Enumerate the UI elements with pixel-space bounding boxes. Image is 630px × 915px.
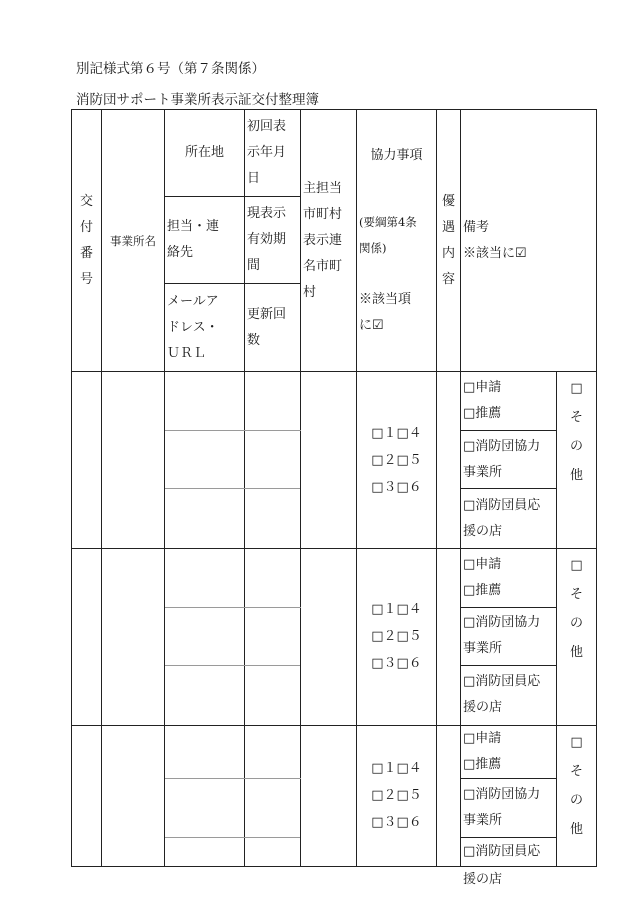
header-tantou: 担当・連絡先 <box>165 196 245 283</box>
entry-2-contact[interactable] <box>165 607 245 666</box>
header-shu-tantou: 主担当市町村表示連名市町村 <box>301 110 357 372</box>
entry-3-renewals[interactable] <box>245 837 301 866</box>
header-koufu-bangou: 交付番号 <box>72 110 102 372</box>
header-jigyousho: 事業所名 <box>102 110 165 372</box>
entry-1-number[interactable] <box>72 372 102 549</box>
entry-3-sonota[interactable]: □その他 <box>557 725 597 866</box>
entry-2-shinsei-suisen[interactable]: □申請 □推薦 <box>461 549 557 608</box>
entry-3-first-date[interactable] <box>245 725 301 778</box>
entry-1-sonota[interactable]: □その他 <box>557 372 597 549</box>
entry-1-validity[interactable] <box>245 430 301 489</box>
entry-1-kyouryoku-jigyousho[interactable]: □消防団協力事業所 <box>461 430 557 489</box>
entry-1-address[interactable] <box>165 372 245 431</box>
entry-2-number[interactable] <box>72 549 102 726</box>
entry-3-contact[interactable] <box>165 779 245 838</box>
entry-2-yuuguu[interactable] <box>437 549 461 726</box>
entry-1-contact[interactable] <box>165 430 245 489</box>
entry-2-validity[interactable] <box>245 607 301 666</box>
entry-2-municipality[interactable] <box>301 549 357 726</box>
entry-1-yuuguu[interactable] <box>437 372 461 549</box>
entry-3-yuuguu[interactable] <box>437 725 461 866</box>
entry-3-number[interactable] <box>72 725 102 866</box>
entry-2-name[interactable] <box>102 549 165 726</box>
entry-2-ouen[interactable]: □消防団員応援の店 <box>461 666 557 726</box>
entry-3-name[interactable] <box>102 725 165 866</box>
entry-3-address[interactable] <box>165 725 245 778</box>
entry-1-shinsei-suisen[interactable]: □申請 □推薦 <box>461 372 557 431</box>
entry-1-ouen[interactable]: □消防団員応援の店 <box>461 489 557 549</box>
entry-3-validity[interactable] <box>245 779 301 838</box>
form-reference: 別記様式第６号（第７条関係） <box>76 61 265 77</box>
entry-2-renewals[interactable] <box>245 666 301 726</box>
entry-1-name[interactable] <box>102 372 165 549</box>
entry-2-kyouryoku-jigyousho[interactable]: □消防団協力事業所 <box>461 607 557 666</box>
entry-1-kyouryoku[interactable]: □１□４ □２□５ □３□６ <box>357 372 437 549</box>
register-title: 消防団サポート事業所表示証交付整理簿 <box>76 92 319 108</box>
header-shokai-date: 初回表示年月日 <box>245 110 301 197</box>
header-yuuguu: 優遇内容 <box>437 110 461 372</box>
header-shozaichi: 所在地 <box>165 110 245 197</box>
entry-3-mail[interactable] <box>165 837 245 866</box>
entry-1-first-date[interactable] <box>245 372 301 431</box>
header-kyouryoku: 協力事項 (要綱第4条関係) ※該当項に☑ <box>357 110 437 372</box>
entry-2-kyouryoku[interactable]: □１□４ □２□５ □３□６ <box>357 549 437 726</box>
entry-3-kyouryoku-jigyousho[interactable]: □消防団協力事業所 <box>461 779 557 838</box>
header-koushin: 更新回数 <box>245 283 301 372</box>
header-mail: メールアドレス・ＵＲＬ <box>165 283 245 372</box>
entry-1-municipality[interactable] <box>301 372 357 549</box>
entry-3-shinsei-suisen[interactable]: □申請 □推薦 <box>461 725 557 778</box>
entry-2-address[interactable] <box>165 549 245 608</box>
header-bikou: 備考 ※該当に☑ <box>461 110 597 372</box>
entry-2-mail[interactable] <box>165 666 245 726</box>
register-table <box>71 109 597 887</box>
entry-3-ouen[interactable]: □消防団員応援の店 <box>461 837 557 866</box>
entry-1-renewals[interactable] <box>245 489 301 549</box>
entry-3-kyouryoku[interactable]: □１□４ □２□５ □３□６ <box>357 725 437 866</box>
header-yuukou: 現表示有効期間 <box>245 196 301 283</box>
entry-1-mail[interactable] <box>165 489 245 549</box>
entry-2-sonota[interactable]: □その他 <box>557 549 597 726</box>
entry-2-first-date[interactable] <box>245 549 301 608</box>
entry-3-municipality[interactable] <box>301 725 357 866</box>
